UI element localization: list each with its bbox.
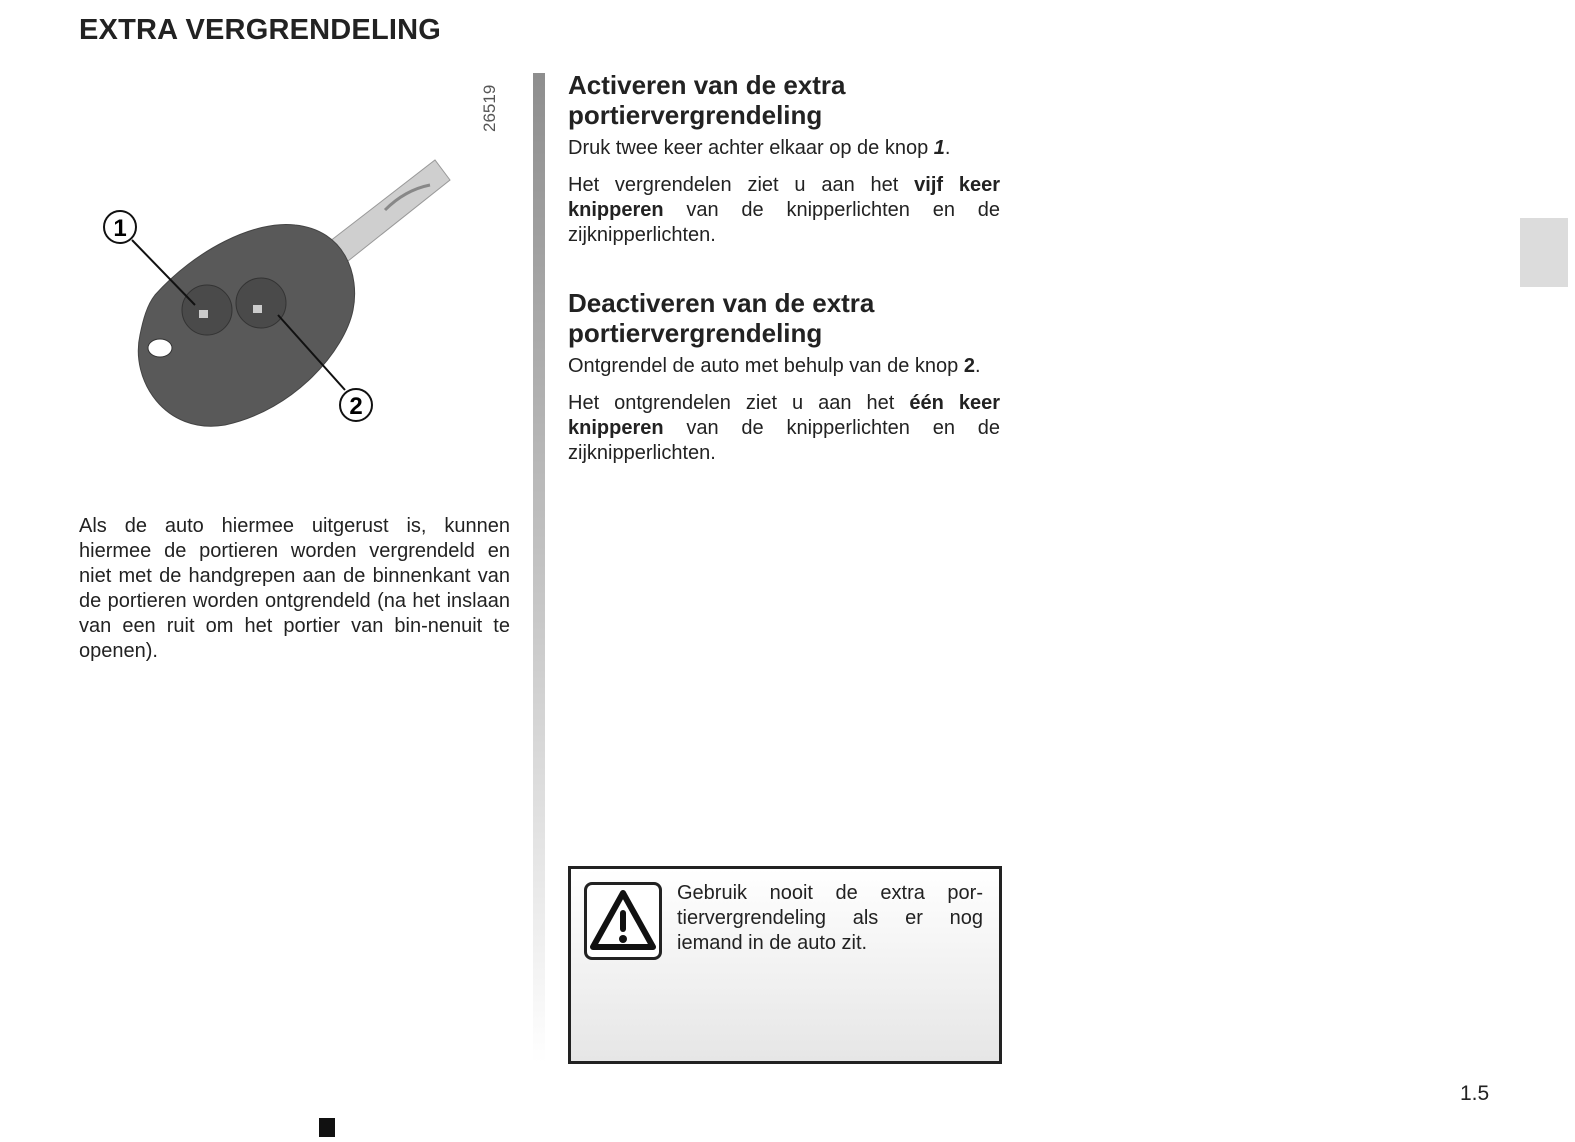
key-fob-body [138, 224, 354, 426]
deactivate-step [568, 354, 1000, 379]
page-title: EXTRA VERGRENDELING [79, 14, 442, 46]
deactivate-result [568, 391, 1000, 466]
text: Druk twee keer achter elkaar op de knop [568, 137, 934, 159]
text: Ontgrendel de auto met behulp van de knop [568, 355, 964, 377]
section-tab [1520, 218, 1568, 287]
warning-triangle-icon [584, 882, 662, 960]
column-divider [533, 73, 545, 1063]
unlock-button [236, 278, 286, 328]
intro-paragraph: Als de auto hiermee uitgerust is, kunnen hiermee de portieren worden vergrendeld en niet met de handgrepen aan de binnenkant van de portieren worden ontgrendeld (na het inslaan van een ruit om het portier van bin-nenuit te openen). [79, 515, 510, 662]
key-fob-illustration [95, 150, 475, 440]
text: . [944, 137, 951, 159]
deactivate-heading: Deactiveren van de extra portiervergrendeling [568, 288, 875, 348]
activate-heading: Activeren van de extra portiervergrendeling [568, 70, 846, 130]
text: Het ontgrendelen ziet u aan het [568, 392, 910, 414]
callout-1-label: 1 [113, 215, 127, 242]
unlock-icon [253, 305, 262, 313]
end-marker [319, 1118, 335, 1137]
warning-text: Gebruik nooit de extra por-tiervergrendeling als er nog iemand in de auto zit. [677, 882, 983, 954]
button-ref: 2 [963, 355, 975, 377]
button-ref: 1 [933, 137, 945, 159]
key-blade [325, 160, 450, 265]
text: van de knipperlichten en de zijknipperlichten. [568, 417, 1000, 464]
keyring-hole [148, 339, 172, 357]
figure-number: 26519 [480, 84, 499, 132]
text: van de knipperlichten en de zijknipperlichten. [568, 199, 1000, 246]
text: . [974, 355, 981, 377]
page-number: 1.5 [1460, 1082, 1490, 1105]
activate-step [568, 136, 1000, 161]
text: Het vergrendelen ziet u aan het [568, 174, 915, 196]
right-column [568, 70, 1000, 478]
activate-result [568, 173, 1000, 248]
emphasis: één keer knipperen [568, 392, 1000, 439]
warning-box [568, 866, 1002, 1064]
callout-2-label: 2 [349, 393, 363, 420]
emphasis: vijf keer knipperen [568, 174, 1000, 221]
lock-icon [199, 310, 208, 318]
